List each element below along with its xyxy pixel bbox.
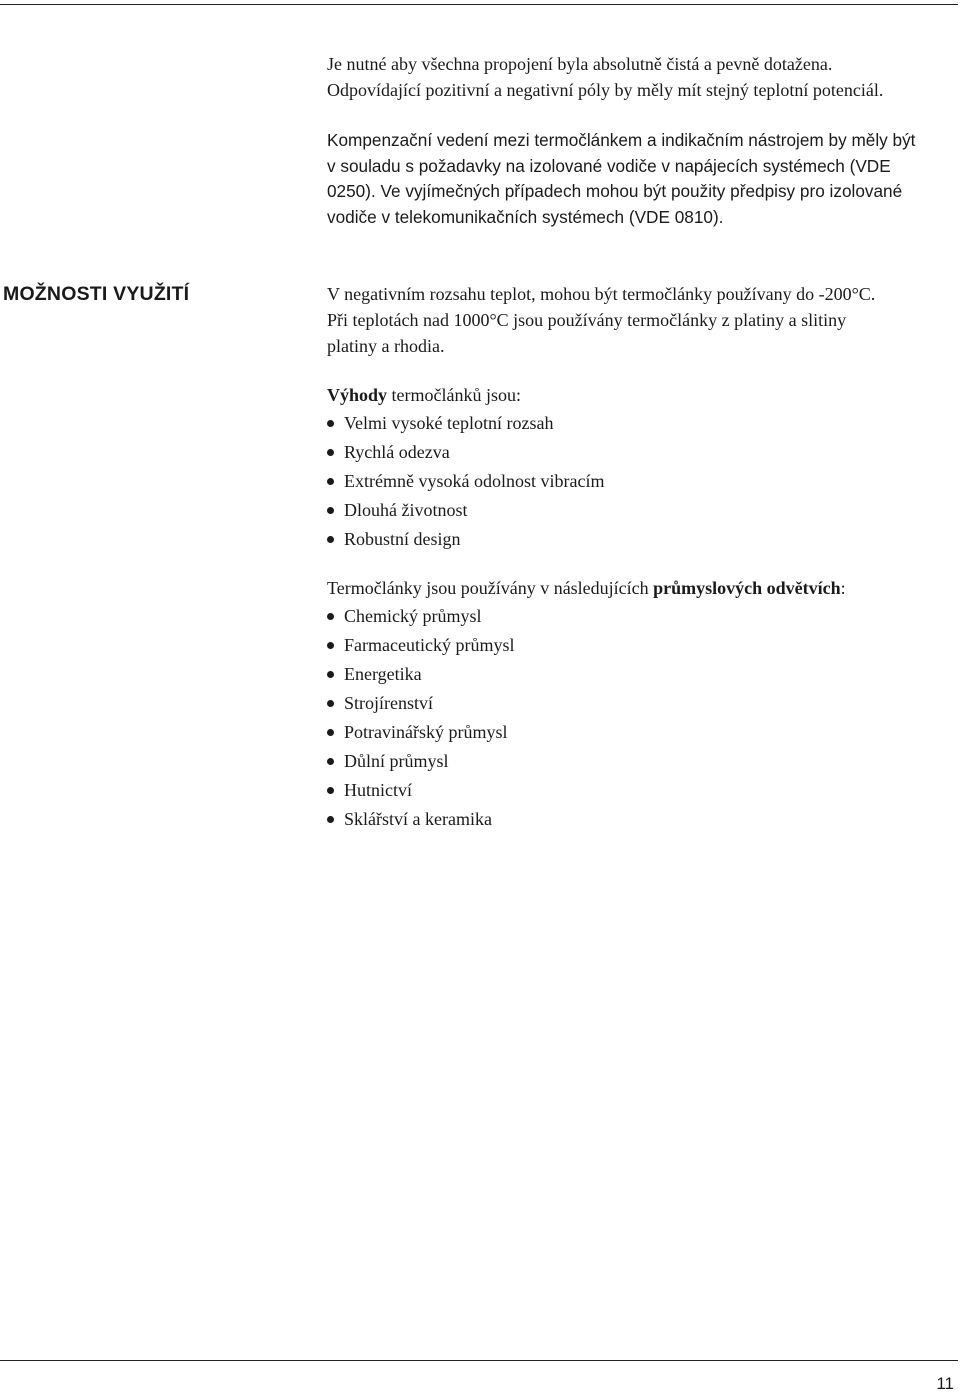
list-item: [327, 602, 957, 631]
bullet-icon: [327, 449, 334, 456]
list-item-text: Extrémně vysoká odolnost vibracím: [344, 471, 605, 491]
bullet-icon: [327, 729, 334, 736]
bullet-icon: [327, 536, 334, 543]
list-item-text: Chemický průmysl: [344, 606, 482, 626]
list-item-text: Hutnictví: [344, 780, 412, 800]
list-item-text: Robustní design: [344, 529, 461, 549]
list-item-text: Rychlá odezva: [344, 442, 450, 462]
section-heading: MOŽNOSTI VYUŽITÍ: [3, 283, 190, 305]
industries-intro: [327, 575, 957, 602]
text-line: vodiče v telekomunikačních systémech (VDE 0810).: [327, 206, 724, 227]
list-item: [327, 525, 957, 554]
list-item-text: Velmi vysoké teplotní rozsah: [344, 413, 554, 433]
list-item-text: Důlní průmysl: [344, 751, 449, 771]
bottom-rule: [0, 1360, 958, 1361]
list-item: [327, 409, 957, 438]
text-line: Kompenzační vedení mezi termočlánkem a indikačním nástrojem by měly být: [327, 130, 916, 150]
bullet-icon: [327, 758, 334, 765]
industries-intro-bold: průmyslových odvětvích: [653, 578, 841, 598]
list-item: [327, 438, 957, 467]
bullet-icon: [327, 700, 334, 707]
list-item: [327, 718, 957, 747]
text-line: platiny a rhodia.: [327, 336, 445, 356]
bullet-icon: [327, 642, 334, 649]
list-item: [327, 805, 957, 834]
industries-intro-pre: Termočlánky jsou používány v následujících: [327, 578, 654, 598]
list-item-text: Sklářství a keramika: [344, 809, 492, 829]
text-line: 0250). Ve vyjímečných případech mohou být použity předpisy pro izolované: [327, 181, 903, 202]
page-number: 11: [936, 1374, 954, 1393]
industries-list: [327, 602, 957, 834]
list-item: [327, 467, 957, 496]
bullet-icon: [327, 507, 334, 514]
bullet-icon: [327, 478, 334, 485]
advantages-intro: [327, 382, 957, 409]
industries-block: [327, 575, 957, 834]
list-item-text: Dlouhá životnost: [344, 500, 468, 520]
intro-paragraph-2: [327, 128, 957, 230]
list-item-text: Farmaceutický průmysl: [344, 635, 515, 655]
text-line: v souladu s požadavky na izolované vodiče v napájecích systémech (VDE: [327, 155, 891, 176]
list-item: [327, 496, 957, 525]
intro-paragraph-1: [327, 52, 957, 103]
advantages-block: [327, 382, 957, 554]
text-line: Odpovídající pozitivní a negativní póly by měly mít stejný teplotní potenciál.: [327, 79, 884, 100]
top-rule: [0, 4, 958, 5]
list-item: [327, 631, 957, 660]
list-item: [327, 660, 957, 689]
list-item-text: Energetika: [344, 664, 422, 684]
text-line: Je nutné aby všechna propojení byla absolutně čistá a pevně dotažena.: [327, 54, 833, 74]
bullet-icon: [327, 671, 334, 678]
text-line: V negativním rozsahu teplot, mohou být termočlánky používany do -200°C.: [327, 284, 876, 304]
advantages-list: [327, 409, 957, 554]
bullet-icon: [327, 787, 334, 794]
industries-intro-post: :: [840, 578, 846, 598]
list-item: [327, 689, 957, 718]
list-item: [327, 747, 957, 776]
bullet-icon: [327, 420, 334, 427]
list-item-text: Potravinářský průmysl: [344, 722, 508, 742]
advantages-label-rest: termočlánků jsou:: [387, 385, 522, 405]
bullet-icon: [327, 816, 334, 823]
list-item-text: Strojírenství: [344, 693, 433, 713]
list-item: [327, 776, 957, 805]
section-paragraph: [327, 281, 957, 359]
text-line: Při teplotách nad 1000°C jsou používány termočlánky z platiny a slitiny: [327, 310, 847, 330]
bullet-icon: [327, 613, 334, 620]
advantages-label-bold: Výhody: [327, 385, 388, 405]
